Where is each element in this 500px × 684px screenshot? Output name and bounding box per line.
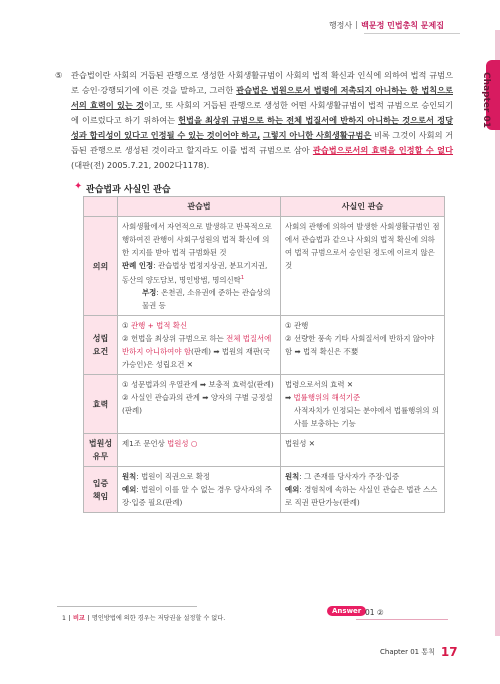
cell-source-custom-law: [118, 434, 281, 467]
para-red-emphasis: 관습법으로서의 효력을 인정할 수 없다: [312, 145, 453, 155]
req-item-2-num: ②: [122, 334, 129, 344]
header-title: 백문정 민법총칙 문제집: [361, 21, 444, 30]
table-row-requirements: [84, 316, 445, 375]
factual-burden-exception-text: : 경험칙에 속하는 사실인 관습은 법관 스스로 직권 판단가능(판례): [285, 485, 438, 508]
table-row-effect: [84, 375, 445, 434]
footnote: [62, 613, 225, 622]
comparison-table: [83, 196, 445, 513]
factual-definition: 사회의 관행에 의하여 발생한 사회생활규범인 점에서 관습법과 같으나 사회의 법적 확신에 의하여 법적 규범으로서 승인된 정도에 이르지 않은 것: [285, 222, 440, 270]
req-item-2-post: (판례) ➡ 법원의 재판(국가승인)은 성립요건 ✕: [122, 347, 270, 370]
answer-text: 01 ②: [365, 608, 384, 617]
col-header-custom-law: 관습법: [118, 197, 281, 217]
footnote-text: 명인방법에 의한 경우는 저당권을 설정할 수 없다.: [91, 615, 226, 622]
factual-burden-rule-label: 원칙: [285, 472, 300, 482]
req-item-2-pre: 헌법을 최상위 규범으로 하는: [131, 334, 227, 344]
factual-burden-exception-label: 예외: [285, 485, 300, 495]
factual-effect-2-arrow: ➡: [285, 393, 294, 403]
running-header: [329, 20, 444, 31]
row-header-requirements: 성립 요건: [84, 316, 118, 375]
para-citation: (대판(전) 2005.7.21, 2002다1178).: [71, 160, 210, 170]
cell-requirements-custom-law: [118, 316, 281, 375]
burden-rule-text: : 법원이 직권으로 확정: [136, 472, 211, 482]
footnote-badge: 비교: [72, 615, 85, 622]
factual-effect-2: [285, 391, 440, 404]
para-emphasis-2: 헌법을 최상위 규범으로 하는 전체 법질서에 반하지 아니하는 것으로서 정당성과 합리성이 있다고 인정될 수 있는 것이어야 하고,: [71, 115, 453, 140]
meaning-denied: [122, 286, 276, 312]
paragraph-number: ⑤: [55, 70, 63, 80]
para-text-3: 비록 그것이 사회의 거듭된 관행으로 생성된 것이라고 할지라도 이를 법적 규범으로 삼아: [71, 130, 454, 155]
req-item-1: [122, 319, 276, 332]
para-emphasis-1: 관습법은 법원으로서 법령에 저촉되지 아니하는 한 법칙으로서의 효력이 있는 것: [71, 85, 453, 110]
req-item-1-text: 관행 + 법적 확신: [131, 321, 188, 331]
meaning-recognized-label: 판례 인정: [122, 261, 154, 270]
factual-effect-1: 법령으로서의 효력 ✕: [285, 380, 354, 390]
effect-item-2: ② 사실인 관습과의 관계 ➡ 양자의 구별 긍정설(판례): [122, 393, 273, 416]
burden-exception: [122, 483, 276, 509]
factual-req-1: ① 관행: [285, 321, 309, 331]
footer-chapter: Chapter 01 통칙: [380, 648, 435, 656]
burden-rule-label: 원칙: [122, 472, 137, 482]
header-divider: [356, 21, 357, 29]
factual-burden-exception: [285, 483, 440, 509]
source-red: 법원성 ○: [167, 439, 198, 449]
row-header-burden: 입증 책임: [84, 467, 118, 513]
footnote-divider-2: [88, 615, 89, 621]
cell-burden-custom-law: [118, 467, 281, 513]
row-header-legal-source: 법원성 유무: [84, 434, 118, 467]
source-pre: 제1조 문언상: [122, 439, 168, 449]
cell-meaning-custom-law: [118, 217, 281, 316]
section-title: 관습법과 사실인 관습: [86, 185, 171, 195]
para-text-2: 이고, 또 사회의 거듭된 관행으로 생성한 어떤 사회생활규범이 법적 규범으로 승인되기에 이르렀다고 하기 위하여는: [71, 100, 454, 125]
factual-effect-3: 사적자치가 인정되는 분야에서 법률행위의 의사를 보충하는 기능: [294, 406, 440, 429]
burden-exception-text: : 법원이 이를 알 수 없는 경우 당사자의 주장·입증 필요(판례): [122, 485, 272, 508]
para-text-1: 관습법이란 사회의 거듭된 관행으로 생성한 사회생활규범이 사회의 법적 확신과 인식에 의하여 법적 규범으로 승인·강행되기에 이른 것을 말하고, 그러한: [71, 70, 453, 95]
req-item-2: [122, 332, 276, 371]
meaning-recognized-text: : 관습법상 법정지상권, 분묘기지권, 동산의 양도담보, 명인방법, 명의신탁: [122, 261, 268, 285]
para-emphasis-3: 그렇지 아니한 사회생활규범은: [262, 130, 372, 140]
factual-req-2: ② 선량한 풍속 기타 사회질서에 반하지 않아야 함 ➡ 법적 확신은 不要: [285, 334, 435, 357]
header-series: 행정사: [328, 21, 353, 30]
factual-burden-rule: [285, 470, 440, 483]
table-row-meaning: [84, 217, 445, 316]
req-item-2-red: 전체 법질서에 반하지 아니하여야 함: [122, 334, 272, 357]
footnote-divider: [69, 615, 70, 621]
cell-meaning-factual-custom: [281, 217, 445, 316]
table-header-row: [84, 197, 445, 217]
req-item-1-num: ①: [122, 321, 129, 331]
table-row-legal-source: [84, 434, 445, 467]
table-corner-cell: [84, 197, 118, 217]
row-header-meaning: 의의: [84, 217, 118, 316]
burden-rule: [122, 470, 276, 483]
section-bullet-icon: ✦: [74, 181, 83, 192]
burden-exception-label: 예외: [122, 485, 137, 495]
meaning-definition: 사회생활에서 자연적으로 발생하고 반복적으로 행하여진 관행이 사회구성원의 법적 확신에 의한 지지를 받아 법적 규범화된 것: [122, 222, 272, 257]
table-row-burden: [84, 467, 445, 513]
cell-requirements-factual-custom: [281, 316, 445, 375]
answer-rule: [356, 619, 448, 620]
cell-effect-custom-law: [118, 375, 281, 434]
header-rule: [364, 33, 460, 34]
footnote-rule: [57, 606, 197, 607]
page-footer: [380, 645, 458, 659]
answer-badge: Answer: [327, 606, 366, 616]
footnote-number: 1: [62, 615, 66, 622]
cell-source-factual-custom: 법원성 ✕: [281, 434, 445, 467]
effect-item-1: ① 성문법과의 우열관계 ➡ 보충적 효력설(판례): [122, 380, 274, 390]
cell-effect-factual-custom: [281, 375, 445, 434]
page-number: 17: [440, 645, 458, 659]
col-header-factual-custom: 사실인 관습: [281, 197, 445, 217]
meaning-denied-text: : 온천권, 소유권에 준하는 관습상의 물권 등: [142, 288, 271, 311]
factual-effect-2-red: 법률행위의 해석기준: [293, 393, 361, 403]
chapter-tab-label: Chapter 01: [480, 71, 491, 129]
factual-burden-rule-text: : 그 존재를 당사자가 주장·입증: [299, 472, 400, 482]
meaning-denied-label: 부정: [142, 288, 157, 298]
row-header-effect: 효력: [84, 375, 118, 434]
answer-explanation-paragraph: [55, 68, 454, 173]
cell-burden-factual-custom: [281, 467, 445, 513]
meaning-recognized: 판례 인정: 관습법상 법정지상권, 분묘기지권, 동산의 양도담보, 명인방법, 명의신탁$^1$: [122, 261, 268, 285]
